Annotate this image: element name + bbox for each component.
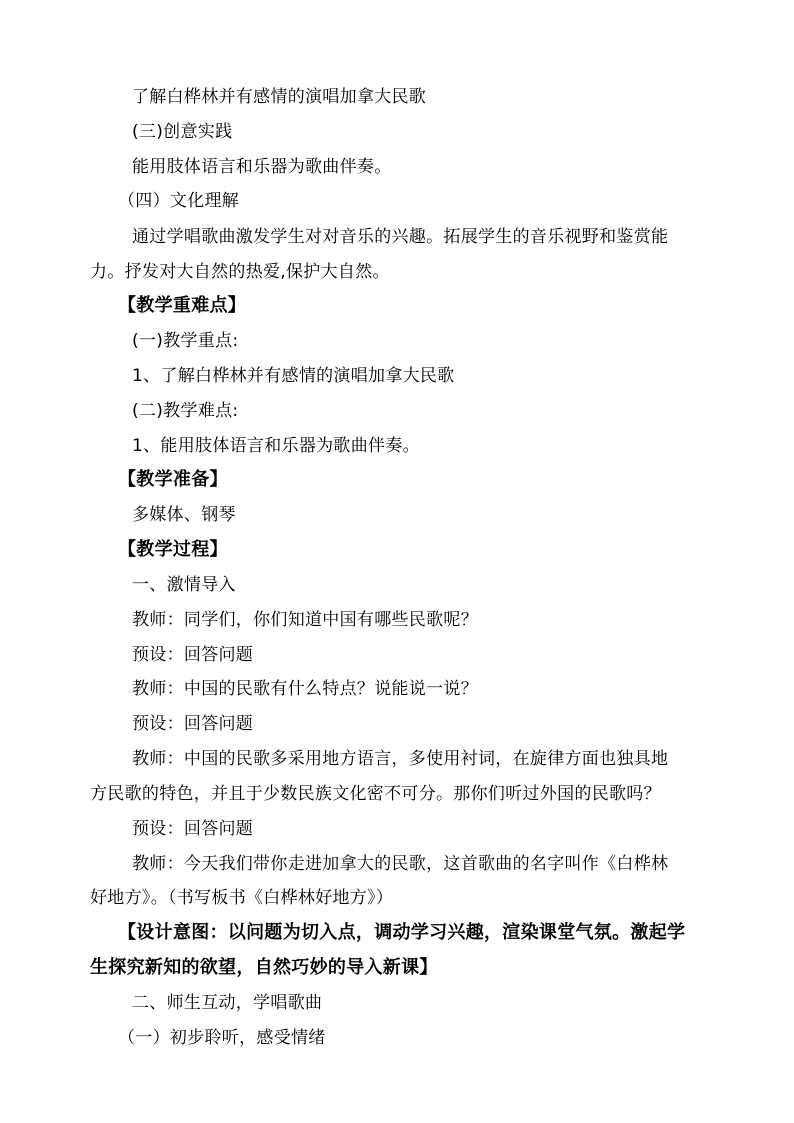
text-line-24: 好地方》。（书写板书《白桦林好地方》） [90, 888, 394, 908]
text-line-11: 1、能用肢体语言和乐器为歌曲伴奏。 [132, 436, 420, 456]
text-line-22: 预设：回答问题 [132, 819, 254, 839]
text-line-9: 1、了解白桦林并有感情的演唱加拿大民歌 [132, 366, 455, 386]
text-line-20: 教师：中国的民歌多采用地方语言，多使用衬词，在旋律方面也独具地 [132, 749, 669, 769]
section-heading-creative-practice: (三)创意实践 [132, 122, 233, 142]
design-intent-line-2: 生探究新知的欲望，自然巧妙的导入新课】 [90, 957, 438, 978]
text-line-17: 预设：回答问题 [132, 645, 254, 665]
text-line-13: 多媒体、钢琴 [132, 505, 236, 525]
heading-key-points: 【教学重难点】 [118, 295, 247, 316]
text-line-18: 教师：中国的民歌有什么特点？说能说一说？ [132, 679, 478, 699]
design-intent-line-1: 【设计意图：以问题为切入点，调动学习兴趣，渲染课堂气氛。激起学 [118, 922, 686, 943]
subheading-interaction: 二、师生互动，学唱歌曲 [132, 993, 323, 1013]
subheading-intro: 一、激情导入 [132, 575, 236, 595]
text-line-6: 力。抒发对大自然的热爱,保护大自然。 [90, 262, 390, 282]
heading-preparation: 【教学准备】 [118, 469, 228, 490]
text-line-5: 通过学唱歌曲激发学生对对音乐的兴趣。拓展学生的音乐视野和鉴赏能 [132, 227, 669, 247]
text-line-3: 能用肢体语言和乐器为歌曲伴奏。 [132, 157, 392, 177]
subheading-difficulty: (二)教学难点: [132, 401, 239, 421]
text-line-23: 教师：今天我们带你走进加拿大的民歌，这首歌曲的名字叫作《白桦林 [132, 854, 669, 874]
text-line-16: 教师：同学们，你们知道中国有哪些民歌呢？ [132, 610, 478, 630]
subheading-key-point: (一)教学重点: [132, 331, 239, 351]
section-heading-cultural-understanding: （四）文化理解 [118, 191, 240, 211]
text-line-21: 方民歌的特色，并且于少数民族文化密不可分。那你们听过外国的民歌吗？ [90, 784, 661, 804]
subheading-listening: （一）初步聆听，感受情绪 [118, 1028, 326, 1048]
text-line-1: 了解白桦林并有感情的演唱加拿大民歌 [132, 87, 427, 107]
text-line-19: 预设：回答问题 [132, 714, 254, 734]
heading-process: 【教学过程】 [118, 539, 228, 560]
